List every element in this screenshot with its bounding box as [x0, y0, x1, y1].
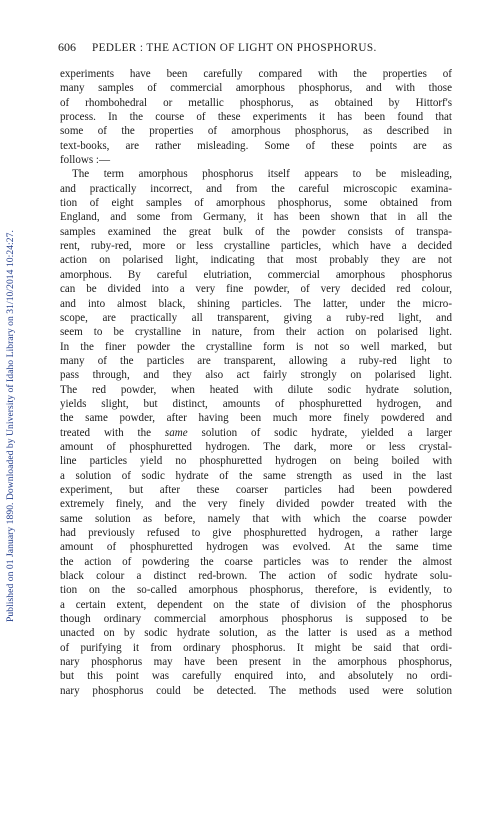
text-line: some of the properties of amorphous phosphorus, as described in — [60, 125, 452, 138]
text-line: The red powder, when heated with dilute sodic hydrate solution, — [60, 383, 452, 396]
text-line: follows :— — [60, 154, 111, 167]
text-line: process. In the course of these experiments it has been found that — [60, 111, 452, 124]
text-line: In the finer powder the crystalline form is not so well marked, but — [60, 340, 452, 353]
text-line: yields slight, but distinct, amounts of phosphuretted hydrogen, and — [60, 397, 452, 410]
text-line: can be divided into a very fine powder, of very decided red colour, — [60, 283, 452, 296]
text-line: same solution as before, namely that with which the coarse powder — [60, 512, 452, 525]
text-line: tion on the so-called amorphous phosphorus, therefore, is evidently, to — [60, 584, 452, 597]
italic-word: same — [164, 426, 188, 439]
text-line: text-books, are rather misleading. Some of these points are as — [60, 139, 452, 152]
text-line: rent, ruby-red, more or less crystalline particles, which have a decided — [60, 240, 452, 253]
text-line: nary phosphorus could be detected. The methods used were solution — [60, 684, 452, 697]
text-line: The term amorphous phosphorus itself appears to be misleading, — [72, 168, 452, 181]
text-line-with-italic — [60, 426, 452, 440]
running-title: PEDLER : THE ACTION OF LIGHT ON PHOSPHORUS. — [92, 42, 377, 54]
text-line: of rhombohedral or metallic phosphorus, as obtained by Hittorf's — [60, 96, 452, 109]
text-line: tion of eight samples of amorphous phosphorus, some obtained from — [60, 197, 452, 210]
download-watermark: Published on 01 January 1890. Downloaded by University of Idaho Library on 31/10/2014 10:24:27. — [5, 230, 16, 622]
text-line: extremely finely, and the very finely divided powder treated with the — [60, 498, 452, 511]
text-line: England, and some from Germany, it has been shown that in all the — [60, 211, 452, 224]
text-line: the same powder, after having been much more finely powdered and — [60, 412, 452, 425]
text-fragment: solution of sodic hydrate, yielded a larger — [187, 426, 452, 439]
text-line: amount of phosphuretted hydrogen was evolved. At the same time — [60, 541, 452, 554]
text-line: had previously refused to give phosphuretted hydrogen, a rather large — [60, 527, 452, 539]
text-line: and into almost black, shining particles. The latter, under the micro- — [60, 297, 452, 310]
text-line: samples examined the great bulk of the powder consists of transpa- — [60, 225, 452, 238]
text-line: and practically incorrect, and from the careful microscopic examina- — [60, 182, 452, 195]
text-fragment: treated with the — [60, 426, 165, 439]
text-line: though ordinary commercial amorphous phosphorus is supposed to be — [60, 613, 452, 626]
text-line: a certain extent, dependent on the state of division of the phosphorus — [60, 598, 452, 611]
text-line: but this point was carefully enquired into, and absolutely no ordi- — [60, 670, 452, 683]
text-line: line particles yield no phosphuretted hydrogen on being boiled with — [60, 455, 452, 468]
text-line: pass through, and they also act fairly strongly on polarised light. — [60, 369, 452, 382]
text-line: nary phosphorus may have been present in the amorphous phosphorus, — [60, 656, 452, 669]
text-line: experiment, but after these coarser particles had been powdered — [60, 483, 452, 496]
text-line: many of the particles are transparent, allowing a ruby-red light to — [60, 354, 452, 367]
text-line: amorphous. By careful elutriation, commercial amorphous phosphorus — [60, 268, 452, 281]
text-line: experiments have been carefully compared with the properties of — [60, 68, 452, 80]
text-line: many samples of commercial amorphous phosphorus, and with those — [60, 82, 452, 95]
text-line: of purifying it from ordinary phosphorus. It might be said that ordi- — [60, 641, 452, 654]
text-line: black colour a distinct red-brown. The action of sodic hydrate solu- — [60, 570, 452, 583]
text-line: the action of powdering the coarse particles was to render the almost — [60, 555, 452, 568]
text-line: unacted on by sodic hydrate solution, as the latter is used as a method — [60, 627, 452, 640]
body-text — [60, 67, 452, 812]
text-line: action on polarised light, indicating that most probably they are not — [60, 254, 452, 267]
page-number: 606 — [58, 40, 76, 54]
text-line: seem to be crystalline in nature, from their action on polarised light. — [60, 326, 452, 339]
running-header — [58, 40, 453, 55]
text-line: a solution of sodic hydrate of the same strength as used in the last — [60, 469, 452, 482]
text-line: scope, are practically all transparent, giving a ruby-red light, and — [60, 311, 452, 324]
text-line: amount of phosphuretted hydrogen. The dark, more or less crystal- — [60, 440, 452, 453]
